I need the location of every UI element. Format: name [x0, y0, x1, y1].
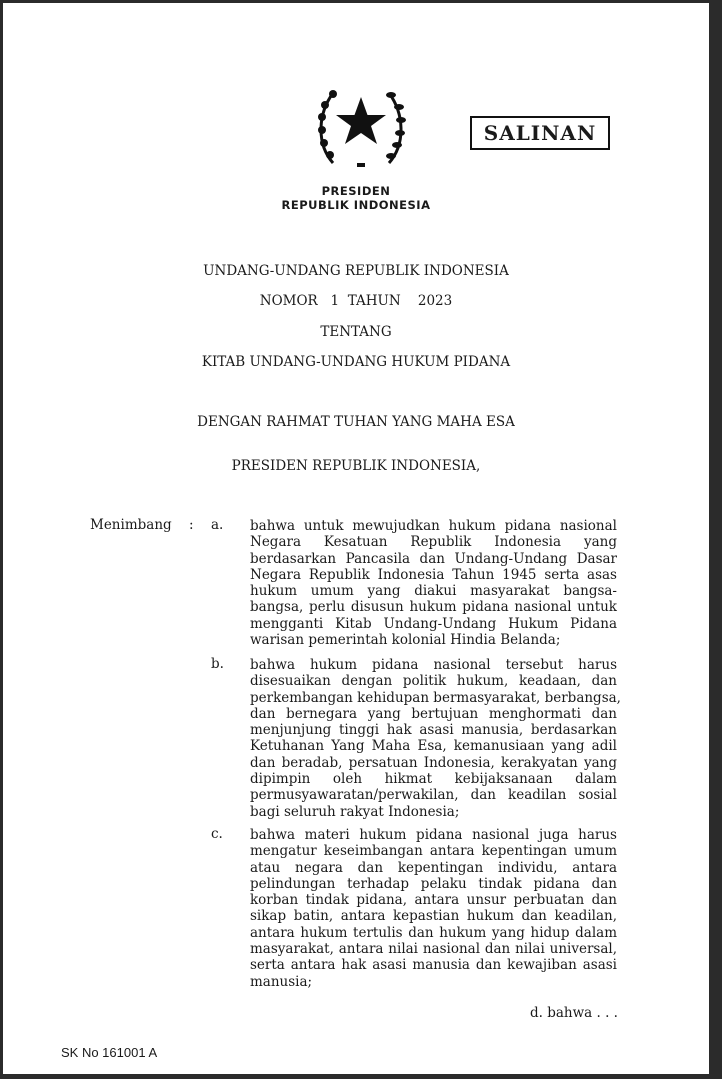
text-line: manusia;: [250, 973, 313, 990]
text-line: serta antara hak asasi manusia dan kewajiban asasi: [250, 957, 617, 974]
text-line: permusyawaratan/perwakilan, dan keadilan sosial: [250, 787, 617, 804]
item-letter-c: c.: [211, 826, 223, 842]
document-code: SK No 161001 A: [61, 1045, 158, 1060]
considering-item-c: [250, 827, 617, 990]
text-line: bahwa hukum pidana nasional tersebut harus: [250, 657, 617, 673]
considering-colon: :: [189, 517, 194, 533]
item-letter-b: b.: [211, 656, 224, 672]
considering-item-b: [250, 657, 621, 820]
document-page: [3, 3, 709, 1074]
law-subject: KITAB UNDANG-UNDANG HUKUM PIDANA: [201, 354, 511, 370]
header-president: PRESIDEN: [321, 184, 391, 198]
law-number: NOMOR 1 TAHUN 2023: [259, 293, 453, 309]
text-line: perkembangan kehidupan bermasyarakat, berbangsa,: [250, 689, 621, 706]
text-line: sikap batin, antara kepastian hukum dan keadilan,: [250, 908, 617, 925]
state-emblem-icon: [311, 75, 411, 175]
text-line: bahwa untuk mewujudkan hukum pidana nasional: [250, 518, 617, 534]
copy-stamp: SALINAN: [470, 116, 610, 150]
text-line: Ketuhanan Yang Maha Esa, kemanusiaan yang adil: [250, 738, 617, 755]
text-line: dan bernegara yang bertujuan menghormati dan: [250, 705, 617, 722]
text-line: mengatur keseimbangan antara kepentingan umum: [250, 843, 617, 860]
item-letter-a: a.: [211, 517, 224, 533]
text-line: antara hukum tertulis dan hukum yang hidup dalam: [250, 924, 617, 941]
considering-label: Menimbang: [90, 517, 172, 533]
text-line: disesuaikan dengan politik hukum, keadaan, dan: [250, 673, 617, 690]
law-about: TENTANG: [320, 324, 392, 340]
text-line: bagi seluruh rakyat Indonesia;: [250, 803, 460, 820]
text-line: atau negara dan kepentingan individu, antara: [250, 859, 617, 876]
text-line: Negara Kesatuan Republik Indonesia yang: [250, 534, 617, 551]
text-line: warisan pemerintah kolonial Hindia Belanda;: [250, 632, 561, 649]
president-line: PRESIDEN REPUBLIK INDONESIA,: [231, 458, 481, 474]
law-title: UNDANG-UNDANG REPUBLIK INDONESIA: [203, 263, 509, 279]
text-line: berdasarkan Pancasila dan Undang-Undang Dasar: [250, 550, 617, 567]
text-line: menjunjung tinggi hak asasi manusia, berdasarkan: [250, 722, 617, 739]
next-page-catchword: d. bahwa . . .: [530, 1005, 618, 1021]
text-line: bahwa materi hukum pidana nasional juga harus: [250, 827, 617, 843]
text-line: mengganti Kitab Undang-Undang Hukum Pidana: [250, 615, 617, 632]
text-line: Negara Republik Indonesia Tahun 1945 serta asas: [250, 566, 617, 583]
blessing-line: DENGAN RAHMAT TUHAN YANG MAHA ESA: [197, 414, 515, 430]
considering-item-a: [250, 518, 617, 648]
text-line: bangsa, perlu disusun hukum pidana nasional untuk: [250, 599, 617, 616]
text-line: hukum umum yang diakui masyarakat bangsa-: [250, 583, 617, 600]
text-line: korban tindak pidana, antara unsur perbuatan dan: [250, 892, 617, 909]
text-line: dan beradab, persatuan Indonesia, kerakyatan yang: [250, 754, 617, 771]
text-line: dipimpin oleh hikmat kebijaksanaan dalam: [250, 771, 617, 788]
text-line: masyarakat, antara nilai nasional dan nilai universal,: [250, 941, 617, 958]
text-line: pelindungan terhadap pelaku tindak pidana dan: [250, 875, 617, 892]
header-republic: REPUBLIK INDONESIA: [281, 198, 431, 212]
